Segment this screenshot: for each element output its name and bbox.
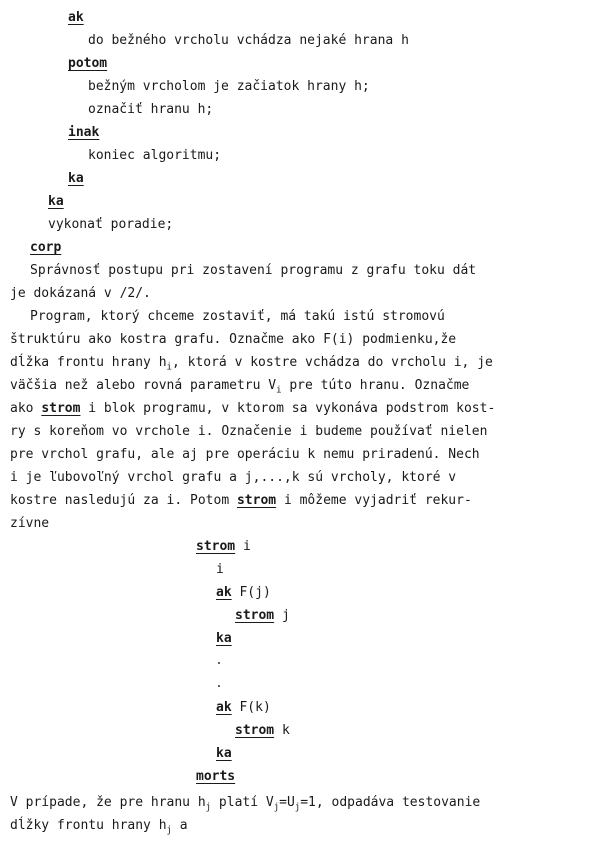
paragraph-line: je dokázaná v /2/.	[10, 286, 151, 301]
code-strom-j: strom j	[235, 608, 290, 623]
algo-line: koniec algoritmu;	[88, 148, 222, 163]
paragraph-line: pre vrchol grafu, ale aj pre operáciu k nemu priradenú. Nech	[10, 447, 480, 462]
algo-line: do bežného vrcholu vchádza nejaké hrana h	[88, 33, 409, 48]
ellipsis-dot	[218, 685, 220, 687]
paragraph-line: i je ľubovoľný vrchol grafu a j,...,k sú vrcholy, ktoré v	[10, 470, 457, 485]
code-morts: morts	[196, 769, 236, 784]
code-ak-fk: ak F(k)	[216, 700, 271, 715]
keyword-inak: inak	[68, 125, 100, 140]
code-ak-fj: ak F(j)	[216, 585, 271, 600]
paragraph-line: ry s koreňom vo vrchole i. Označenie i budeme používať nielen	[10, 424, 488, 439]
code-line: i	[216, 562, 224, 577]
ellipsis-dot	[218, 662, 220, 664]
keyword-potom: potom	[68, 56, 108, 71]
paragraph-line: štruktúru ako kostra grafu. Označme ako F(i) podmienku,že	[10, 332, 457, 347]
algo-line: označiť hranu h;	[88, 102, 214, 117]
algo-line: bežným vrcholom je začiatok hrany h;	[88, 79, 370, 94]
keyword-ka: ka	[68, 171, 84, 186]
paragraph-line: väčšia než alebo rovná parametru $V_i$ pre túto hranu. Označme	[10, 378, 470, 396]
paragraph-line: dĺžky frontu hrany $h_j$ a	[10, 818, 188, 836]
keyword-ka: ka	[48, 194, 64, 209]
keyword-ak: ak	[68, 10, 84, 25]
paragraph-line: V prípade, že pre hranu $h_j$ platí $V_j=U_j=1$, odpadáva testovanie	[10, 795, 481, 813]
paragraph-line: zívne	[10, 516, 50, 531]
code-ka: ka	[216, 746, 232, 761]
code-ka: ka	[216, 631, 232, 646]
code-strom-k: strom k	[235, 723, 290, 738]
paragraph-line: Program, ktorý chceme zostaviť, má takú istú stromovú	[30, 309, 445, 324]
paragraph-line: kostre nasledujú za i. Potom strom i môžeme vyjadriť rekur-	[10, 493, 472, 508]
paragraph-line: Správnosť postupu pri zostavení programu z grafu toku dát	[30, 263, 477, 278]
code-strom-i: strom i	[196, 539, 251, 554]
algo-line: vykonať poradie;	[48, 217, 174, 232]
keyword-corp: corp	[30, 240, 62, 255]
paragraph-line: ako strom i blok programu, v ktorom sa vykonáva podstrom kost-	[10, 401, 496, 416]
paragraph-line: dĺžka frontu hrany $h_i$, ktorá v kostre vchádza do vrcholu i, je	[10, 355, 493, 373]
